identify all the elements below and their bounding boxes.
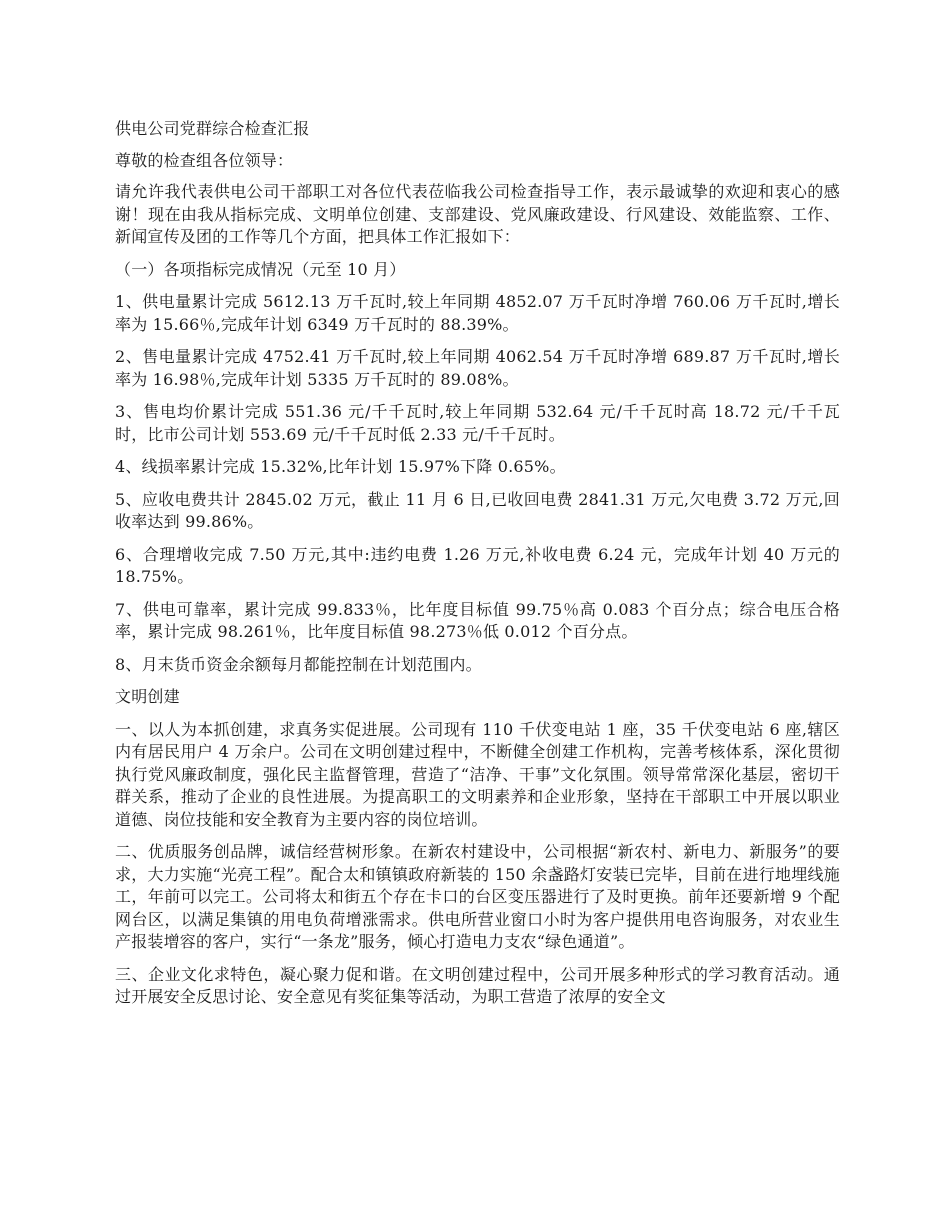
indicator-item: 8、月末货币资金余额每月都能控制在计划范围内。 (115, 654, 482, 674)
body-paragraph: 一、以人为本抓创建，求真务实促进展。公司现有 110 千伏变电站 1 座，35 千伏变电站 6 座,辖区内有居民用户 4 万余户。公司在文明创建过程中，不断健全创建工作机构，完善考核体系，深化贯彻执行党风廉政制度，强化民主监督管理，营造了“洁净、干事”文化氛围。领导常常深化基层，密切干群关系，推动了企业的良性进展。为提高职工的文明素养和企业形象，坚持在干部职工中开展以职业道德、岗位技能和安全教育为主要内容的岗位培训。 (115, 719, 840, 829)
document-page (115, 118, 840, 1019)
document-title: 供电公司党群综合检查汇报 (115, 119, 310, 138)
indicator-item: 2、售电量累计完成 4752.41 万千瓦时,较上年同期 4062.54 万千瓦时净增 689.87 万千瓦时,增长率为 16.98％,完成年计划 5335 万千瓦时的 89.08%。 (115, 347, 840, 389)
section-heading-civilization: 文明创建 (115, 687, 180, 706)
indicator-item: 3、售电均价累计完成 551.36 元/千千瓦时,较上年同期 532.64 元/千千瓦时高 18.72 元/千千瓦时，比市公司计划 553.69 元/千千瓦时低 2.33 元/千千瓦时。 (115, 402, 840, 444)
body-paragraph: 三、企业文化求特色，凝心聚力促和谐。在文明创建过程中，公司开展多种形式的学习教育活动。通过开展安全反思讨论、安全意见有奖征集等活动，为职工营造了浓厚的安全文 (115, 964, 840, 1006)
greeting: 尊敬的检查组各位领导： (115, 150, 294, 170)
indicator-item: 4、线损率累计完成 15.32%,比年计划 15.97%下降 0.65%。 (115, 457, 566, 476)
indicator-item: 7、供电可靠率，累计完成 99.833％，比年度目标值 99.75％高 0.083 个百分点；综合电压合格率，累计完成 98.261％，比年度目标值 98.273％低 0.012 个百分点。 (115, 599, 840, 641)
indicator-item: 1、供电量累计完成 5612.13 万千瓦时,较上年同期 4852.07 万千瓦时净增 760.06 万千瓦时,增长率为 15.66％,完成年计划 6349 万千瓦时的 88.39%。 (115, 292, 840, 334)
intro-paragraph: 请允许我代表供电公司干部职工对各位代表莅临我公司检查指导工作，表示最诚挚的欢迎和衷心的感谢！现在由我从指标完成、文明单位创建、支部建设、党风廉政建设、行风建设、效能监察、工作、新闻宣传及团的工作等几个方面，把具体工作汇报如下： (115, 182, 840, 246)
body-paragraph: 二、优质服务创品牌，诚信经营树形象。在新农村建设中，公司根据“新农村、新电力、新服务”的要求，大力实施“光亮工程”。配合太和镇镇政府新装的 150 余盏路灯安装已完毕，目前在进行地埋线施工，年前可以完工。公司将太和街五个存在卡口的台区变压器进行了及时更换。前年还要新增 9 个配网台区，以满足集镇的用电负荷增涨需求。供电所营业窗口小时为客户提供用电咨询服务，对农业生产报装增容的客户，实行“一条龙”服务，倾心打造电力支农“绿色通道”。 (115, 842, 840, 951)
section-heading-indicators: （一）各项指标完成情况（元至 10 月） (115, 259, 406, 279)
indicator-item: 6、合理增收完成 7.50 万元,其中:违约电费 1.26 万元,补收电费 6.24 元，完成年计划 40 万元的 18.75%。 (115, 544, 840, 586)
indicator-item: 5、应收电费共计 2845.02 万元，截止 11 月 6 日,已收回电费 2841.31 万元,欠电费 3.72 万元,回收率达到 99.86%。 (115, 489, 840, 531)
